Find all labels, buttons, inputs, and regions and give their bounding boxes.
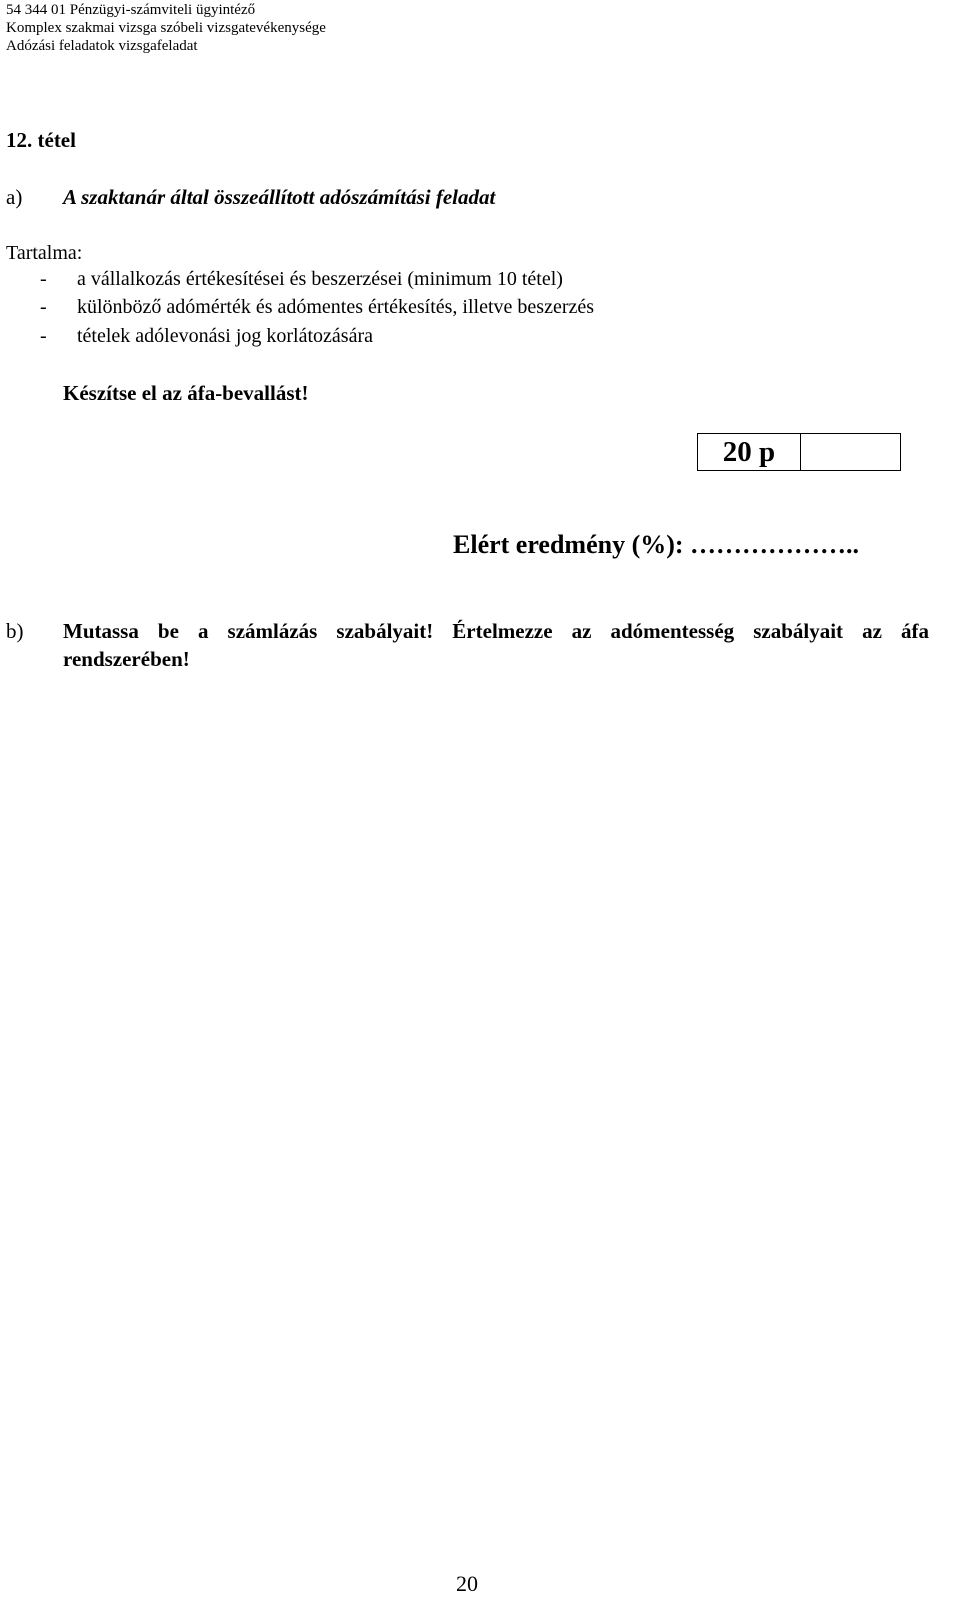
contents-bullet-2: különböző adómérték és adómentes értékesítés, illetve beszerzés [77,296,595,318]
header-exam-type: Komplex szakmai vizsga szóbeli vizsgatevékenysége [6,20,326,36]
task-instruction: Készítse el az áfa-bevallást! [63,381,309,405]
contents-label: Tartalma: [6,242,83,264]
part-a-letter: a) [6,185,23,209]
score-blank-cell [801,434,900,470]
header-exam-code: 54 344 01 Pénzügyi-számviteli ügyintéző [6,2,256,18]
score-box [697,433,901,471]
item-number-heading: 12. tétel [6,128,76,152]
bullet-dash: - [40,296,47,318]
part-a-title: A szaktanár által összeállított adószámítási feladat [63,185,496,209]
contents-bullet-1: a vállalkozás értékesítései és beszerzései (minimum 10 tétel) [77,268,563,290]
header-task-type: Adózási feladatok vizsgafeladat [6,38,198,54]
bullet-dash: - [40,268,47,290]
bullet-dash: - [40,325,47,347]
part-b-text-line-1: Mutassa be a számlázás szabályait! Értelmezze az adómentesség szabályait az áfa [63,619,929,643]
part-b-letter: b) [6,619,24,643]
contents-bullet-3: tételek adólevonási jog korlátozására [77,325,373,347]
score-points: 20 p [698,434,801,470]
page-number: 20 [456,1571,478,1596]
part-b-text-line-2: rendszerében! [63,647,190,671]
result-label: Elért eredmény (%): ……………….. [453,530,860,559]
